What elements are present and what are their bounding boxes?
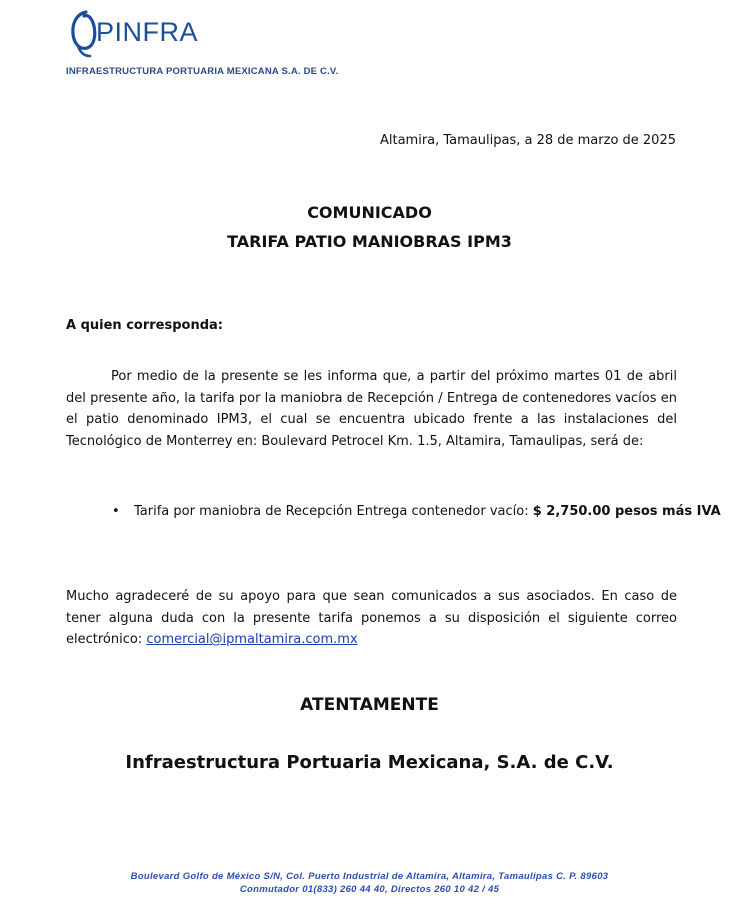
pinfra-logo-mark-icon bbox=[70, 8, 98, 58]
date-line: Altamira, Tamaulipas, a 28 de marzo de 2025 bbox=[379, 133, 676, 148]
footer-address: Boulevard Golfo de México S/N, Col. Puerto Industrial de Altamira, Altamira, Tamaulipas C. P. 89603 bbox=[130, 871, 609, 882]
signature-company: Infraestructura Portuaria Mexicana, S.A. de C.V. bbox=[125, 752, 614, 773]
document-subtitle: TARIFA PATIO MANIOBRAS IPM3 bbox=[227, 232, 512, 251]
tariff-bullet bbox=[112, 504, 721, 519]
document-title: COMUNICADO bbox=[307, 203, 432, 222]
paragraph-2-text: Mucho agradeceré de su apoyo para que sean comunicados a sus asociados. En caso de tener alguna duda con la presente tarifa ponemos a su disposición el siguiente correo electrónico: bbox=[66, 589, 677, 647]
company-header: INFRAESTRUCTURA PORTUARIA MEXICANA S.A. DE C.V. bbox=[66, 66, 339, 77]
body-paragraph-1: Por medio de la presente se les informa que, a partir del próximo martes 01 de abril del presente año, la tarifa por la maniobra de Recepción / Entrega de contenedores vacíos en el patio denominado IPM3, el cual se encuentra ubicado frente a las instalaciones del Tecnológico de Monterrey en: Boulevard Petrocel Km. 1.5, Altamira, Tamaulipas, será de: bbox=[66, 369, 677, 449]
pinfra-logo bbox=[70, 8, 200, 58]
tariff-label: Tarifa por maniobra de Recepción Entrega contenedor vacío: bbox=[134, 504, 533, 519]
closing: ATENTAMENTE bbox=[300, 695, 439, 715]
body-paragraph-2 bbox=[66, 586, 677, 651]
tariff-amount: $ 2,750.00 pesos más IVA bbox=[532, 504, 721, 519]
email-link[interactable]: comercial@ipmaltamira.com.mx bbox=[146, 632, 358, 647]
bullet-icon: • bbox=[112, 504, 120, 519]
logo-text: PINFRA bbox=[96, 17, 199, 47]
footer-phones: Conmutador 01(833) 260 44 40, Directos 260 10 42 / 45 bbox=[239, 884, 500, 895]
salutation: A quien corresponda: bbox=[66, 318, 223, 333]
